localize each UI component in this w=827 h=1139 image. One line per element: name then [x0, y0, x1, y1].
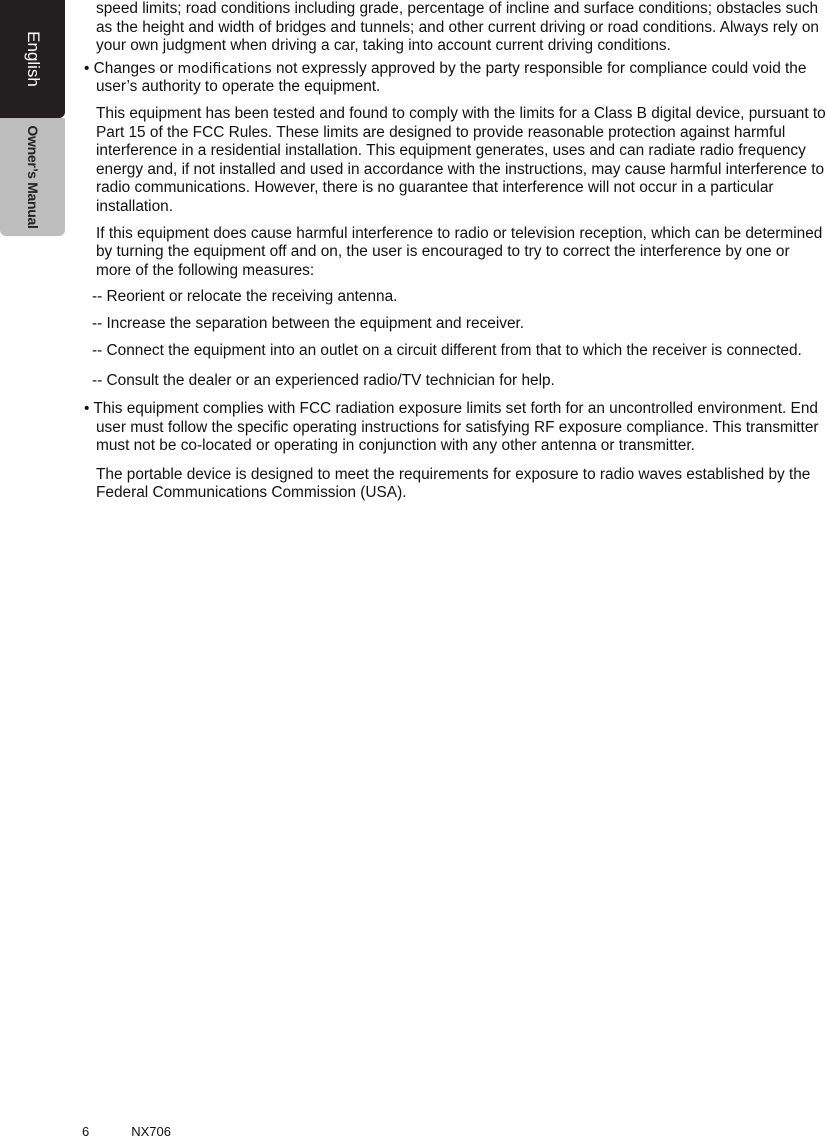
model-name: NX706 — [131, 1124, 171, 1139]
page-body — [80, 0, 827, 503]
measure-item: -- Consult the dealer or an experienced radio/TV technician for help. — [92, 371, 555, 389]
bullet-rf-exposure: • This equipment complies with FCC radiation exposure limits set forth for an uncontrolled environment. End user must follow the specific operating instructions for satisfying RF exposure compliance. This transmitter must not be co-located or operating in conjunction with any other antenna or transmitter. — [84, 400, 819, 455]
paragraph-fcc-class-b: This equipment has been tested and found to comply with the limits for a Class B digital device, pursuant to Part 15 of the FCC Rules. These limits are designed to provide reasonable protection against harmful interference in a residential installation. This equipment generates, uses and can radiate radio frequency energy and, if not installed and used in accordance with the instructions, may cause harmful interference to radio communications. However, there is no guarantee that interference will not occur in a particular installation. — [96, 104, 826, 215]
bullet-changes-end: not expressly approved by the party responsible for compliance could void the user’s authority to operate the equipment. — [96, 59, 807, 96]
section-tab-label: Owner’s Manual — [24, 125, 41, 229]
bullet-changes-word: modifications — [177, 60, 272, 77]
paragraph-portable-device: The portable device is designed to meet the requirements for exposure to radio waves established by the Federal Communications Commission (USA). — [96, 465, 811, 502]
measure-item: -- Connect the equipment into an outlet on a circuit different from that to which the receiver is connected. — [92, 341, 802, 359]
paragraph-speed-limits: speed limits; road conditions including grade, percentage of incline and surface conditions; obstacles such as the height and width of bridges and tunnels; and other current driving or road conditions. Always rely on your own judgment when driving a car, taking into account current driving conditions. — [96, 0, 819, 55]
section-tab — [0, 118, 65, 236]
paragraph-interference: If this equipment does cause harmful interference to radio or television reception, which can be determined by turning the equipment off and on, the user is encouraged to try to correct the interference by one or more of the following measures: — [96, 224, 823, 279]
bullet-rf-exposure-text: This equipment complies with FCC radiation exposure limits set forth for an uncontrolled environment. End user must follow the specific operating instructions for satisfying RF exposure compliance. This transmitter must not be co-located or operating in conjunction with any other antenna or transmitter. — [93, 400, 819, 455]
language-tab-label: English — [23, 31, 43, 87]
bullet-changes-start: Changes or — [93, 59, 174, 77]
measure-item: -- Increase the separation between the equipment and receiver. — [92, 314, 525, 332]
language-tab — [0, 0, 65, 118]
bullet-changes: • Changes or modifications not expressly approved by the party responsible for compliance could void the user’s authority to operate the equipment. — [84, 59, 807, 96]
page-number: 6 — [82, 1124, 90, 1139]
measure-item: -- Reorient or relocate the receiving antenna. — [92, 288, 398, 306]
